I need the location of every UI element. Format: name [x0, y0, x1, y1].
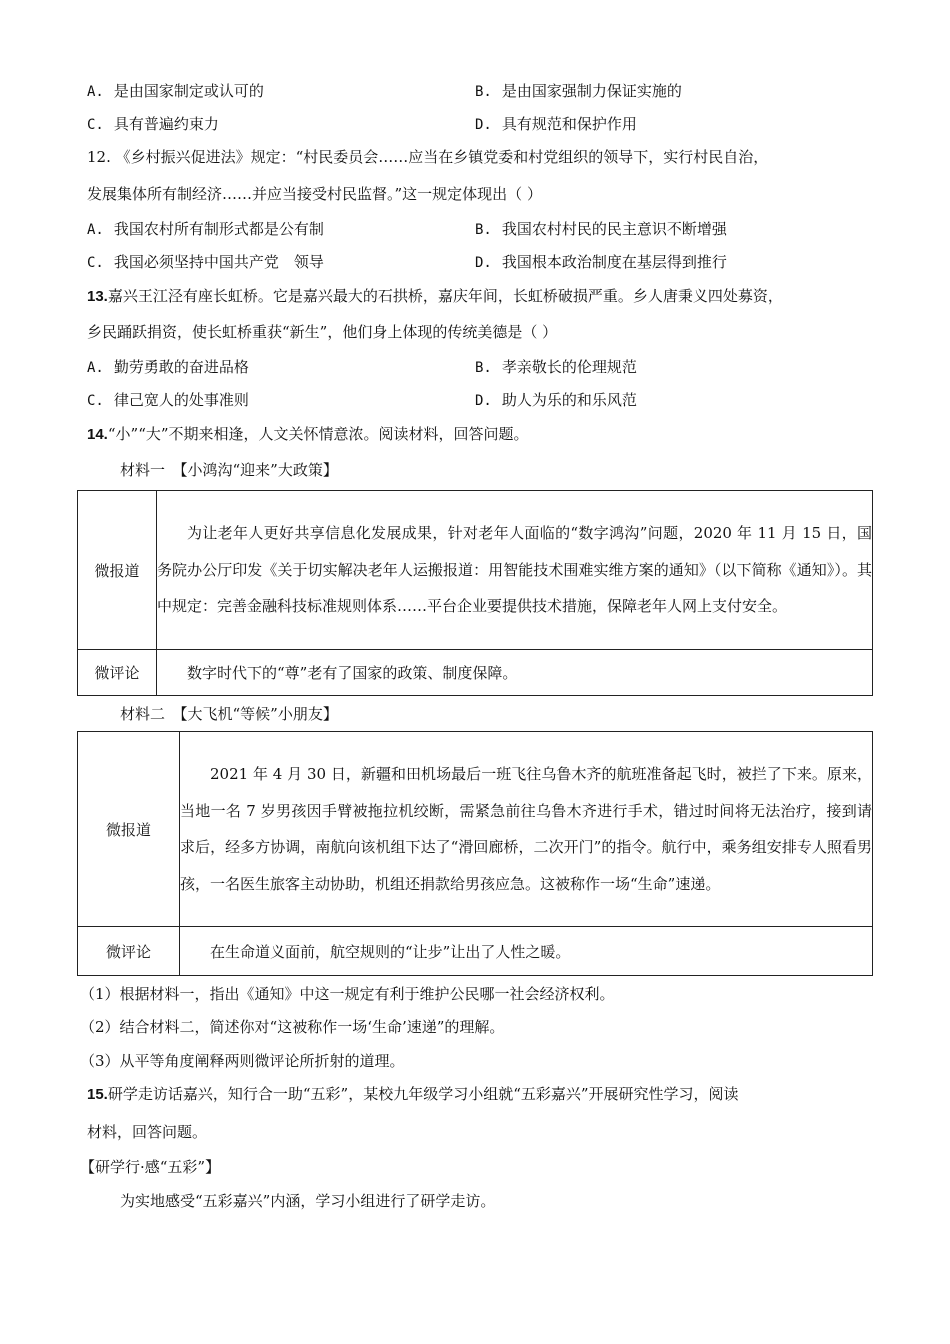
- material1-table: [77, 490, 873, 696]
- option-text: 律己宽人的处事准则: [113, 391, 249, 409]
- q15-section-title: 【研学行·感“五彩”】: [80, 1158, 221, 1176]
- option-text: 我国必须坚持中国共产党 领导: [113, 253, 324, 271]
- q15-text: 研学走访话嘉兴，知行合一助“五彩”，某校九年级学习小组就“五彩嘉兴”开展研究性学习，阅读: [107, 1085, 739, 1103]
- material1-comment-label: 微评论: [78, 650, 157, 696]
- material1-comment-text: 数字时代下的“尊”老有了国家的政策、制度保障。: [157, 650, 873, 696]
- option-letter: A.: [87, 222, 104, 238]
- option-letter: A.: [87, 84, 104, 100]
- question-number: 13.: [87, 288, 108, 305]
- question-number: 15.: [87, 1086, 108, 1103]
- option-text: 勤劳勇敢的奋进品格: [113, 358, 249, 376]
- q13-option-a: [87, 356, 249, 377]
- option-letter: C.: [87, 117, 104, 133]
- q13-stem-line2: 乡民踊跃捐资，使长虹桥重获“新生”，他们身上体现的传统美德是（ ）: [87, 323, 558, 341]
- q15-stem-line1: [87, 1083, 739, 1104]
- q11-option-a: [87, 80, 264, 101]
- q14-subquestion-3: （3）从平等角度阐释两则微评论所折射的道理。: [80, 1052, 405, 1070]
- q15-section-text: 为实地感受“五彩嘉兴”内涵，学习小组进行了研学走访。: [120, 1192, 496, 1210]
- option-text: 是由国家强制力保证实施的: [501, 82, 682, 100]
- material2-report-label: 微报道: [78, 732, 180, 927]
- option-text: 孝亲敬长的伦理规范: [501, 358, 637, 376]
- q12-option-b: [475, 218, 727, 239]
- option-letter: A.: [87, 360, 104, 376]
- question-number: 14.: [87, 426, 108, 443]
- option-text: 我国农村村民的民主意识不断增强: [501, 220, 727, 238]
- q13-stem-line1: [87, 285, 783, 306]
- option-letter: D.: [475, 117, 492, 133]
- option-text: 助人为乐的和乐风范: [501, 391, 637, 409]
- material2-table: [77, 731, 873, 976]
- option-text: 具有规范和保护作用: [501, 115, 637, 133]
- q12-option-d: [475, 251, 727, 272]
- q12-option-a: [87, 218, 324, 239]
- q12-option-c: [87, 251, 324, 272]
- q14-subquestion-1: （1）根据材料一，指出《通知》中这一规定有利于维护公民哪一社会经济权利。: [80, 985, 615, 1003]
- option-letter: B.: [475, 360, 492, 376]
- q11-option-c: [87, 113, 219, 134]
- q11-option-b: [475, 80, 682, 101]
- q12-stem-line1: 12. 《乡村振兴促进法》规定：“村民委员会……应当在乡镇党委和村党组织的领导下，实行村民自治，: [87, 148, 769, 166]
- q14-subquestion-2: （2）结合材料二，简述你对“这被称作一场‘生命’速递”的理解。: [80, 1018, 505, 1036]
- q13-option-b: [475, 356, 637, 377]
- option-text: 是由国家制定或认可的: [113, 82, 264, 100]
- q14-intro: [87, 423, 529, 444]
- q11-option-d: [475, 113, 637, 134]
- material1-title: 材料一 【小鸿沟“迎来”大政策】: [120, 461, 338, 479]
- option-letter: B.: [475, 84, 492, 100]
- option-letter: B.: [475, 222, 492, 238]
- option-letter: C.: [87, 255, 104, 271]
- material2-report-text: 2021 年 4 月 30 日，新疆和田机场最后一班飞往乌鲁木齐的航班准备起飞时，被拦了下来。原来，当地一名 7 岁男孩因手臂被拖拉机绞断，需紧急前往乌鲁木齐进行手术，错过时间将无法治疗，接到请求后，经多方协调，南航向该机组下达了“滑回廊桥，二次开门”的指令。航行中，乘务组安排专人照看男孩，一名医生旅客主动协助，机组还捐款给男孩应急。这被称作一场“生命”速递。: [180, 732, 873, 927]
- option-letter: D.: [475, 255, 492, 271]
- q15-stem-line2: 材料，回答问题。: [87, 1123, 208, 1141]
- q12-stem-line2: 发展集体所有制经济……并应当接受村民监督。”这一规定体现出（ ）: [87, 185, 542, 203]
- option-text: 具有普遍约束力: [113, 115, 219, 133]
- q13-text: 嘉兴王江泾有座长虹桥。它是嘉兴最大的石拱桥，嘉庆年间，长虹桥破损严重。乡人唐秉义四处募资，: [107, 287, 783, 305]
- option-text: 我国农村所有制形式都是公有制: [113, 220, 324, 238]
- q13-option-d: [475, 389, 637, 410]
- material2-comment-text: 在生命道义面前，航空规则的“让步”让出了人性之暖。: [180, 927, 873, 976]
- option-letter: D.: [475, 393, 492, 409]
- option-letter: C.: [87, 393, 104, 409]
- option-text: 我国根本政治制度在基层得到推行: [501, 253, 727, 271]
- material2-comment-label: 微评论: [78, 927, 180, 976]
- q14-intro-text: “小”“大”不期来相逢，人文关怀情意浓。阅读材料，回答问题。: [107, 425, 529, 443]
- material2-title: 材料二 【大飞机“等候”小朋友】: [120, 705, 338, 723]
- material1-report-label: 微报道: [78, 491, 157, 650]
- q13-option-c: [87, 389, 249, 410]
- material1-report-text: 为让老年人更好共享信息化发展成果，针对老年人面临的“数字鸿沟”问题，2020 年 11 月 15 日，国务院办公厅印发《关于切实解决老年人运搬报道：用智能技术围难实维方案的通知》（以下简称《通知》）。其中规定：完善金融科技标准规则体系……平台企业要提供技术措施，保障老年人网上支付安全。: [157, 491, 873, 650]
